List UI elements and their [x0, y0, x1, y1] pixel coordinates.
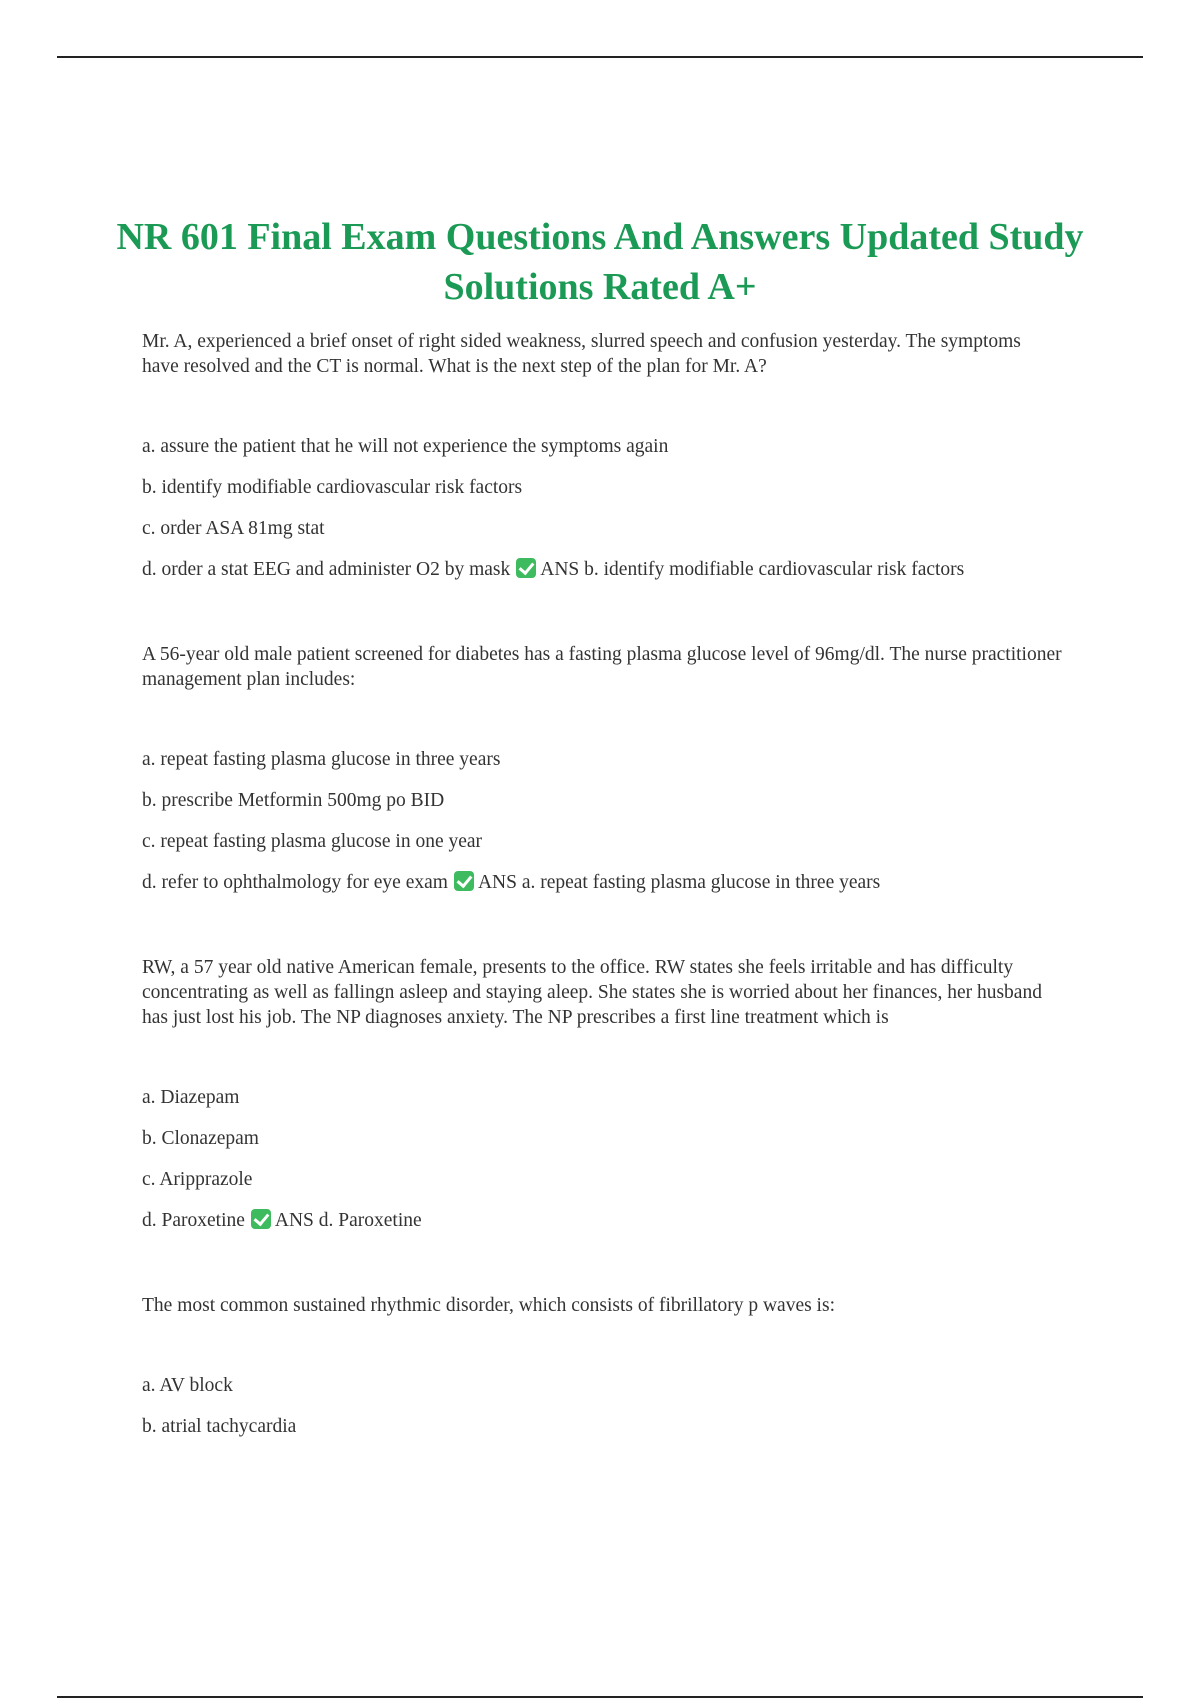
option-a: a. assure the patient that he will not experience the symptoms again	[142, 436, 669, 457]
options-list	[142, 747, 1062, 895]
document-body	[142, 329, 1062, 1455]
question-text: A 56-year old male patient screened for diabetes has a fasting plasma glucose level of 96mg/dl. The nurse practitioner management plan includes:	[142, 644, 1062, 690]
option-d-with-answer	[142, 1208, 1062, 1233]
option-b: b. prescribe Metformin 500mg po BID	[142, 790, 445, 811]
check-mark-icon	[251, 1209, 271, 1229]
top-rule	[57, 56, 1143, 58]
option-d-with-answer	[142, 870, 1062, 895]
question-block-1	[142, 329, 1062, 582]
option-a: a. Diazepam	[142, 1087, 240, 1108]
option-b: b. Clonazepam	[142, 1128, 259, 1149]
option-d: d. refer to ophthalmology for eye exam	[142, 872, 448, 893]
check-mark-icon	[454, 871, 474, 891]
option-d: d. order a stat EEG and administer O2 by mask	[142, 559, 511, 580]
options-list	[142, 1085, 1062, 1233]
option-a: a. AV block	[142, 1375, 233, 1396]
bottom-rule	[57, 1696, 1143, 1698]
question-text: Mr. A, experienced a brief onset of right sided weakness, slurred speech and confusion yesterday. The symptoms have resolved and the CT is normal. What is the next step of the plan for Mr. A?	[142, 331, 1021, 377]
options-list	[142, 1373, 1062, 1439]
question-text: RW, a 57 year old native American female, presents to the office. RW states she feels irritable and has difficulty concentrating as well as fallingn asleep and staying aleep. She states she is worried about her finances, her husband has just lost his job. The NP diagnoses anxiety. The NP prescribes a first line treatment which is	[142, 957, 1042, 1028]
page-title: NR 601 Final Exam Questions And Answers Updated Study Solutions Rated A+	[116, 216, 1084, 308]
answer-text: ANS a. repeat fasting plasma glucose in three years	[477, 872, 881, 893]
question-block-2	[142, 642, 1062, 895]
option-b: b. identify modifiable cardiovascular risk factors	[142, 477, 523, 498]
option-a: a. repeat fasting plasma glucose in three years	[142, 749, 501, 770]
check-mark-icon	[516, 558, 536, 578]
option-c: c. repeat fasting plasma glucose in one year	[142, 831, 483, 852]
options-list	[142, 434, 1062, 582]
answer-text: ANS b. identify modifiable cardiovascular risk factors	[540, 559, 965, 580]
option-c: c. order ASA 81mg stat	[142, 518, 325, 539]
question-block-4	[142, 1293, 1062, 1439]
option-d-with-answer	[142, 557, 1062, 582]
option-c: c. Aripprazole	[142, 1169, 253, 1190]
answer-text: ANS d. Paroxetine	[274, 1210, 422, 1231]
question-text: The most common sustained rhythmic disorder, which consists of fibrillatory p waves is:	[142, 1295, 835, 1316]
option-b: b. atrial tachycardia	[142, 1416, 297, 1437]
option-d: d. Paroxetine	[142, 1210, 245, 1231]
question-block-3	[142, 955, 1062, 1233]
